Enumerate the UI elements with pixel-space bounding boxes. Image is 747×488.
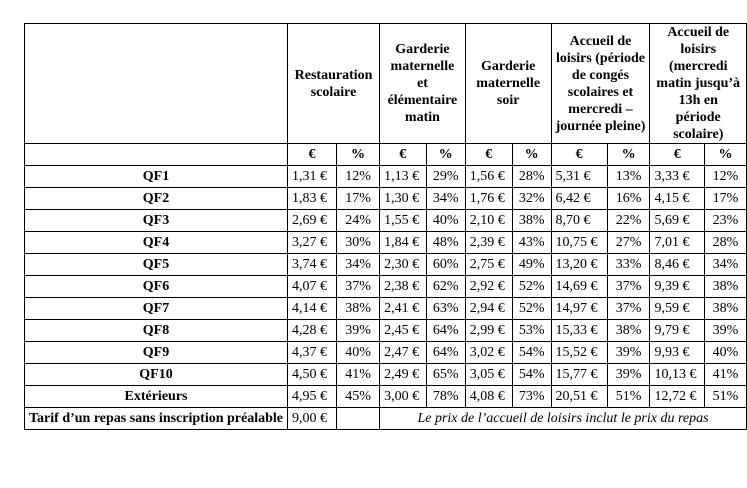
table-row (25, 166, 747, 188)
table-row (25, 386, 747, 408)
percent-cell: 73% (512, 386, 551, 408)
percent-cell: 13% (607, 166, 650, 188)
price-cell: 1,83 € (288, 188, 337, 210)
price-cell: 9,39 € (650, 276, 704, 298)
percent-cell: 12% (337, 166, 380, 188)
unit-pct: % (426, 144, 465, 166)
price-cell: 3,05 € (465, 364, 512, 386)
header-row (25, 24, 747, 144)
percent-cell: 63% (426, 298, 465, 320)
percent-cell: 39% (337, 320, 380, 342)
percent-cell: 39% (607, 342, 650, 364)
price-cell: 1,84 € (380, 232, 426, 254)
table-row (25, 188, 747, 210)
price-cell: 2,39 € (465, 232, 512, 254)
row-label: QF8 (25, 320, 288, 342)
table-row (25, 364, 747, 386)
percent-cell: 28% (512, 166, 551, 188)
price-cell: 10,13 € (650, 364, 704, 386)
price-cell: 8,46 € (650, 254, 704, 276)
row-label: QF4 (25, 232, 288, 254)
percent-cell: 40% (704, 342, 746, 364)
unit-eur: € (551, 144, 607, 166)
price-cell: 1,55 € (380, 210, 426, 232)
row-label: QF3 (25, 210, 288, 232)
price-cell: 1,56 € (465, 166, 512, 188)
unit-pct: % (512, 144, 551, 166)
corner-cell (25, 24, 288, 144)
unit-eur: € (288, 144, 337, 166)
price-cell: 2,92 € (465, 276, 512, 298)
percent-cell: 78% (426, 386, 465, 408)
percent-cell: 23% (704, 210, 746, 232)
percent-cell: 45% (337, 386, 380, 408)
unit-pct: % (704, 144, 746, 166)
price-cell: 10,75 € (551, 232, 607, 254)
price-cell: 2,94 € (465, 298, 512, 320)
price-cell: 4,95 € (288, 386, 337, 408)
price-cell: 1,13 € (380, 166, 426, 188)
percent-cell: 38% (512, 210, 551, 232)
percent-cell: 51% (607, 386, 650, 408)
price-cell: 7,01 € (650, 232, 704, 254)
percent-cell: 51% (704, 386, 746, 408)
price-cell: 4,50 € (288, 364, 337, 386)
price-cell: 14,69 € (551, 276, 607, 298)
unit-corner-cell (25, 144, 288, 166)
empty-cell (337, 408, 380, 430)
percent-cell: 49% (512, 254, 551, 276)
price-cell: 9,79 € (650, 320, 704, 342)
row-label: QF7 (25, 298, 288, 320)
price-cell: 4,37 € (288, 342, 337, 364)
price-cell: 1,31 € (288, 166, 337, 188)
price-cell: 15,52 € (551, 342, 607, 364)
percent-cell: 37% (337, 276, 380, 298)
price-cell: 4,15 € (650, 188, 704, 210)
percent-cell: 53% (512, 320, 551, 342)
percent-cell: 54% (512, 364, 551, 386)
percent-cell: 38% (704, 298, 746, 320)
row-label: QF5 (25, 254, 288, 276)
percent-cell: 32% (512, 188, 551, 210)
unit-eur: € (650, 144, 704, 166)
price-cell: 4,14 € (288, 298, 337, 320)
percent-cell: 64% (426, 342, 465, 364)
row-label: QF9 (25, 342, 288, 364)
percent-cell: 65% (426, 364, 465, 386)
price-cell: 4,08 € (465, 386, 512, 408)
percent-cell: 28% (704, 232, 746, 254)
price-cell: 2,10 € (465, 210, 512, 232)
price-cell: 3,02 € (465, 342, 512, 364)
percent-cell: 54% (512, 342, 551, 364)
price-cell: 12,72 € (650, 386, 704, 408)
percent-cell: 27% (607, 232, 650, 254)
price-cell: 3,27 € (288, 232, 337, 254)
price-cell: 1,30 € (380, 188, 426, 210)
percent-cell: 62% (426, 276, 465, 298)
percent-cell: 17% (337, 188, 380, 210)
percent-cell: 38% (704, 276, 746, 298)
unit-pct: % (607, 144, 650, 166)
percent-cell: 52% (512, 298, 551, 320)
price-cell: 3,00 € (380, 386, 426, 408)
percent-cell: 39% (704, 320, 746, 342)
tarifs-table (24, 23, 747, 430)
table-row (25, 342, 747, 364)
percent-cell: 34% (704, 254, 746, 276)
percent-cell: 39% (607, 364, 650, 386)
col-header-accueil-mercredi: Accueil de loisirs (mercredi matin jusqu’à 13h en période scolaire) (650, 24, 747, 144)
price-cell: 15,77 € (551, 364, 607, 386)
percent-cell: 29% (426, 166, 465, 188)
price-cell: 1,76 € (465, 188, 512, 210)
percent-cell: 22% (607, 210, 650, 232)
row-label: Extérieurs (25, 386, 288, 408)
table-row (25, 232, 747, 254)
row-label: QF10 (25, 364, 288, 386)
row-label: QF2 (25, 188, 288, 210)
table-row (25, 298, 747, 320)
percent-cell: 30% (337, 232, 380, 254)
price-cell: 15,33 € (551, 320, 607, 342)
percent-cell: 60% (426, 254, 465, 276)
price-cell: 9,59 € (650, 298, 704, 320)
tarif-repas-label: Tarif d’un repas sans inscription préalable (25, 408, 288, 430)
percent-cell: 40% (337, 342, 380, 364)
percent-cell: 34% (337, 254, 380, 276)
price-cell: 20,51 € (551, 386, 607, 408)
price-cell: 14,97 € (551, 298, 607, 320)
price-cell: 4,07 € (288, 276, 337, 298)
price-cell: 5,69 € (650, 210, 704, 232)
unit-row (25, 144, 747, 166)
percent-cell: 41% (704, 364, 746, 386)
percent-cell: 38% (337, 298, 380, 320)
col-header-garderie-soir: Garderie maternelle soir (465, 24, 551, 144)
percent-cell: 16% (607, 188, 650, 210)
price-cell: 2,47 € (380, 342, 426, 364)
row-label: QF6 (25, 276, 288, 298)
percent-cell: 24% (337, 210, 380, 232)
percent-cell: 38% (607, 320, 650, 342)
percent-cell: 34% (426, 188, 465, 210)
percent-cell: 64% (426, 320, 465, 342)
percent-cell: 48% (426, 232, 465, 254)
col-header-accueil-journee: Accueil de loisirs (période de congés scolaires et mercredi – journée pleine) (551, 24, 650, 144)
price-cell: 13,20 € (551, 254, 607, 276)
unit-pct: % (337, 144, 380, 166)
row-label: QF1 (25, 166, 288, 188)
table-row (25, 210, 747, 232)
price-cell: 3,74 € (288, 254, 337, 276)
price-cell: 2,30 € (380, 254, 426, 276)
percent-cell: 43% (512, 232, 551, 254)
price-cell: 4,28 € (288, 320, 337, 342)
percent-cell: 52% (512, 276, 551, 298)
price-cell: 9,93 € (650, 342, 704, 364)
price-cell: 3,33 € (650, 166, 704, 188)
price-cell: 2,49 € (380, 364, 426, 386)
repas-note: Le prix de l’accueil de loisirs inclut le prix du repas (380, 408, 747, 430)
percent-cell: 41% (337, 364, 380, 386)
tarif-repas-value: 9,00 € (288, 408, 337, 430)
price-cell: 8,70 € (551, 210, 607, 232)
percent-cell: 17% (704, 188, 746, 210)
price-cell: 2,45 € (380, 320, 426, 342)
price-cell: 2,75 € (465, 254, 512, 276)
percent-cell: 40% (426, 210, 465, 232)
percent-cell: 37% (607, 276, 650, 298)
col-header-garderie-matin: Garderie maternelle et élémentaire matin (380, 24, 466, 144)
price-cell: 5,31 € (551, 166, 607, 188)
price-cell: 6,42 € (551, 188, 607, 210)
col-header-restauration: Restauration scolaire (288, 24, 380, 144)
percent-cell: 12% (704, 166, 746, 188)
table-row (25, 320, 747, 342)
price-cell: 2,38 € (380, 276, 426, 298)
percent-cell: 37% (607, 298, 650, 320)
table-row (25, 254, 747, 276)
price-cell: 2,69 € (288, 210, 337, 232)
percent-cell: 33% (607, 254, 650, 276)
table-body (25, 166, 747, 408)
tarif-repas-row (25, 408, 747, 430)
unit-eur: € (380, 144, 426, 166)
price-cell: 2,99 € (465, 320, 512, 342)
table-row (25, 276, 747, 298)
unit-eur: € (465, 144, 512, 166)
price-cell: 2,41 € (380, 298, 426, 320)
